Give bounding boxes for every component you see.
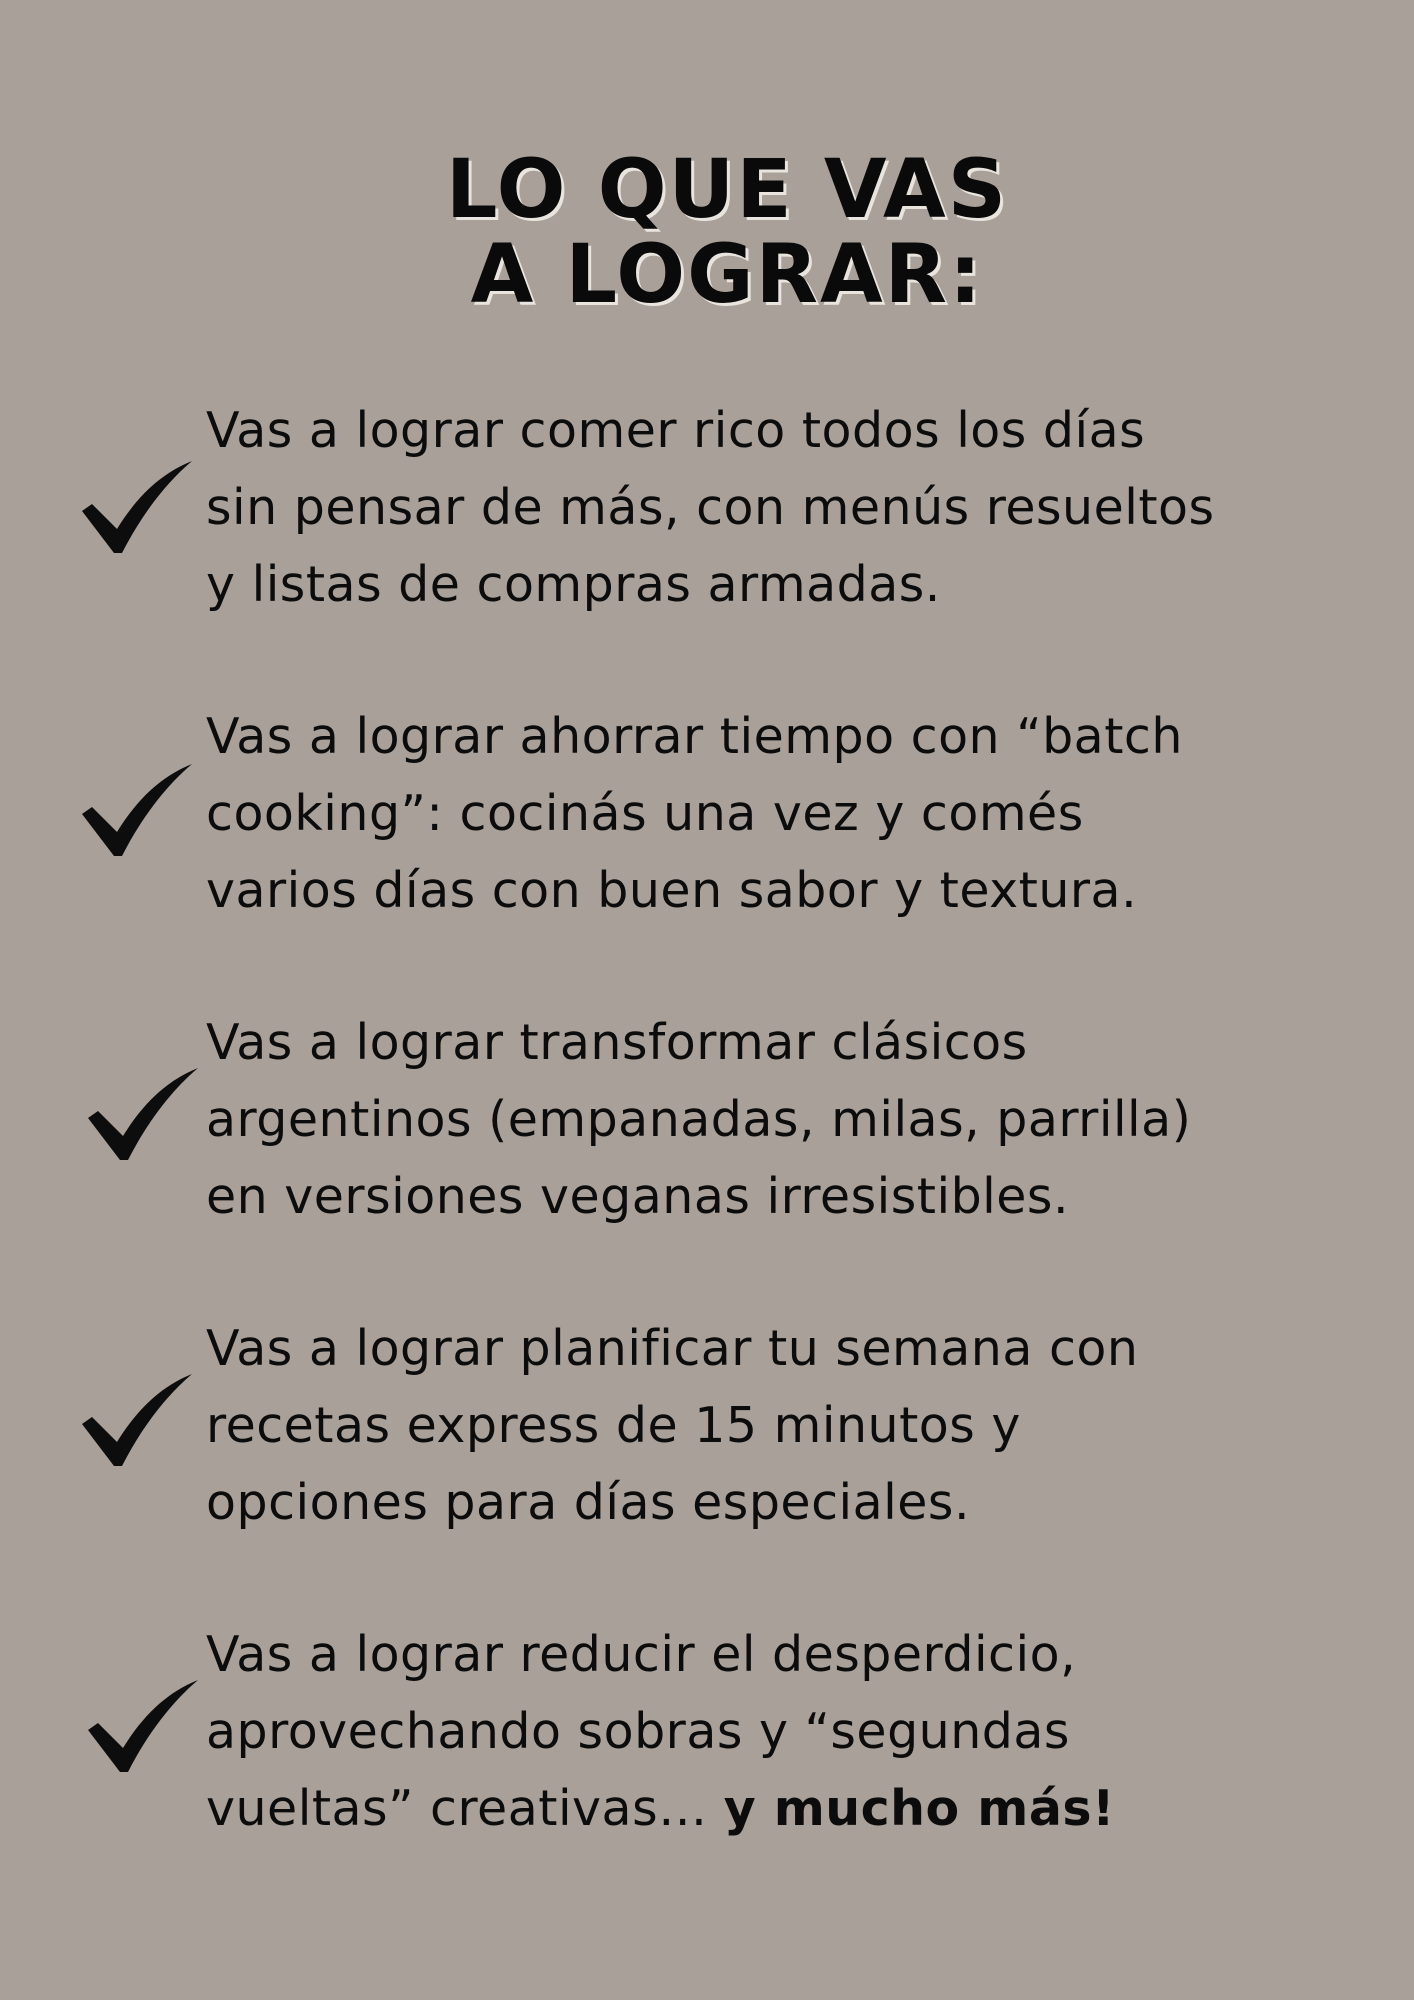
checkmark-icon <box>86 1066 202 1162</box>
list-item-line: aprovechando sobras y “segundas <box>206 1703 1070 1760</box>
list-item-line: varios días con buen sabor y textura. <box>206 862 1138 919</box>
checkmark-icon-graphic <box>80 762 196 858</box>
list-item-line: Vas a lograr comer rico todos los días <box>206 402 1146 459</box>
checkmark-icon <box>86 1678 202 1774</box>
list-item-text <box>206 1310 1366 1541</box>
checkmark-icon-graphic <box>86 1678 202 1774</box>
list-item-line: vueltas” creativas… <box>206 1780 708 1837</box>
list-item-line: Vas a lograr reducir el desperdicio, <box>206 1626 1077 1683</box>
list-item-line: cooking”: cocinás una vez y comés <box>206 785 1084 842</box>
list-item-text <box>206 1616 1366 1847</box>
list-item-line: sin pensar de más, con menús resueltos <box>206 479 1215 536</box>
list-item-text <box>206 698 1366 929</box>
checkmark-icon-graphic <box>80 459 196 555</box>
list-item-line: y listas de compras armadas. <box>206 556 941 613</box>
list-item-line: en versiones veganas irresistibles. <box>206 1168 1070 1225</box>
list-item-line: opciones para días especiales. <box>206 1474 971 1531</box>
checkmark-icon-graphic <box>80 1372 196 1468</box>
list-item-line: Vas a lograr planificar tu semana con <box>206 1320 1139 1377</box>
list-item-text <box>206 392 1366 623</box>
checkmark-icon <box>80 459 196 555</box>
page-title-line-2: A LOGRAR: <box>470 228 984 322</box>
checkmark-icon <box>80 762 196 858</box>
list-item-text <box>206 1004 1366 1235</box>
emphasis-text: y mucho más! <box>723 1780 1115 1837</box>
list-item-line-with-emphasis <box>206 1770 1366 1847</box>
checkmark-icon <box>80 1372 196 1468</box>
list-item-line: argentinos (empanadas, milas, parrilla) <box>206 1091 1192 1148</box>
checkmark-icon-graphic <box>86 1066 202 1162</box>
list-item-line: Vas a lograr transformar clásicos <box>206 1014 1028 1071</box>
list-item-line: Vas a lograr ahorrar tiempo con “batch <box>206 708 1183 765</box>
list-item-line: recetas express de 15 minutos y <box>206 1397 1021 1454</box>
page-title-line-1: LO QUE VAS <box>445 143 1009 237</box>
